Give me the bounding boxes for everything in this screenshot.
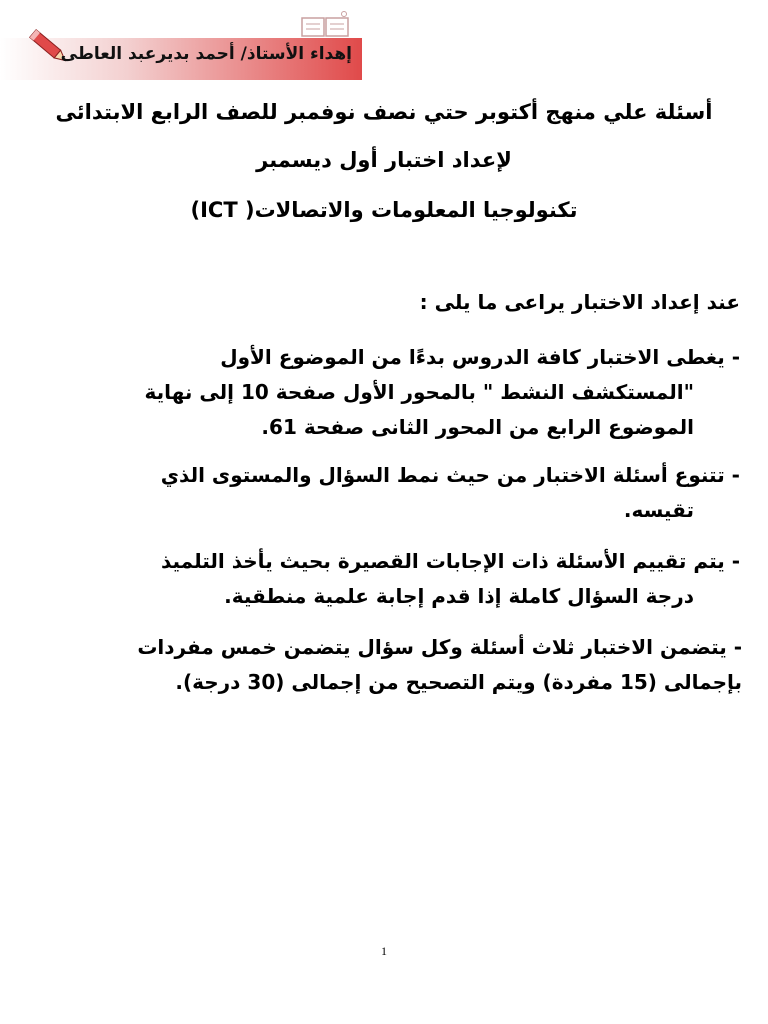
books-icon [296, 10, 356, 42]
item-line: بإجمالى (15 مفردة) ويتم التصحيح من إجمالى (30 درجة). [175, 670, 742, 694]
list-item [60, 340, 740, 445]
item-line: - يغطى الاختبار كافة الدروس بدءًا من الموضوع الأول [220, 345, 740, 369]
list-item [60, 544, 740, 614]
list-item [60, 458, 740, 528]
section-heading: عند إعداد الاختبار يراعى ما يلى : [419, 290, 740, 314]
item-line: - تتنوع أسئلة الاختبار من حيث نمط السؤال والمستوى الذي [160, 463, 740, 487]
title-line-3: تكنولوجيا المعلومات والاتصالات( ICT) [190, 198, 578, 222]
title-line-1: أسئلة علي منهج أكتوبر حتي نصف نوفمبر للصف الرابع الابتدائى [55, 100, 713, 124]
item-line: تقيسه. [623, 498, 694, 522]
page-number: 1 [381, 944, 387, 958]
header-banner [0, 10, 362, 72]
item-line: - يتم تقييم الأسئلة ذات الإجابات القصيرة بحيث يأخذ التلميذ [160, 549, 740, 573]
item-line: - يتضمن الاختبار ثلاث أسئلة وكل سؤال يتضمن خمس مفردات [137, 635, 742, 659]
item-line: درجة السؤال كاملة إذا قدم إجابة علمية منطقية. [224, 584, 694, 608]
item-line: "المستكشف النشط " بالمحور الأول صفحة 10 إلى نهاية [144, 380, 694, 404]
item-line: الموضوع الرابع من المحور الثانى صفحة 61. [261, 415, 694, 439]
list-item [42, 630, 742, 700]
title-line-2: لإعداد اختبار أول ديسمبر [256, 148, 512, 172]
header-credit: إهداء الأستاذ/ أحمد بديرعبد العاطى [60, 44, 352, 64]
